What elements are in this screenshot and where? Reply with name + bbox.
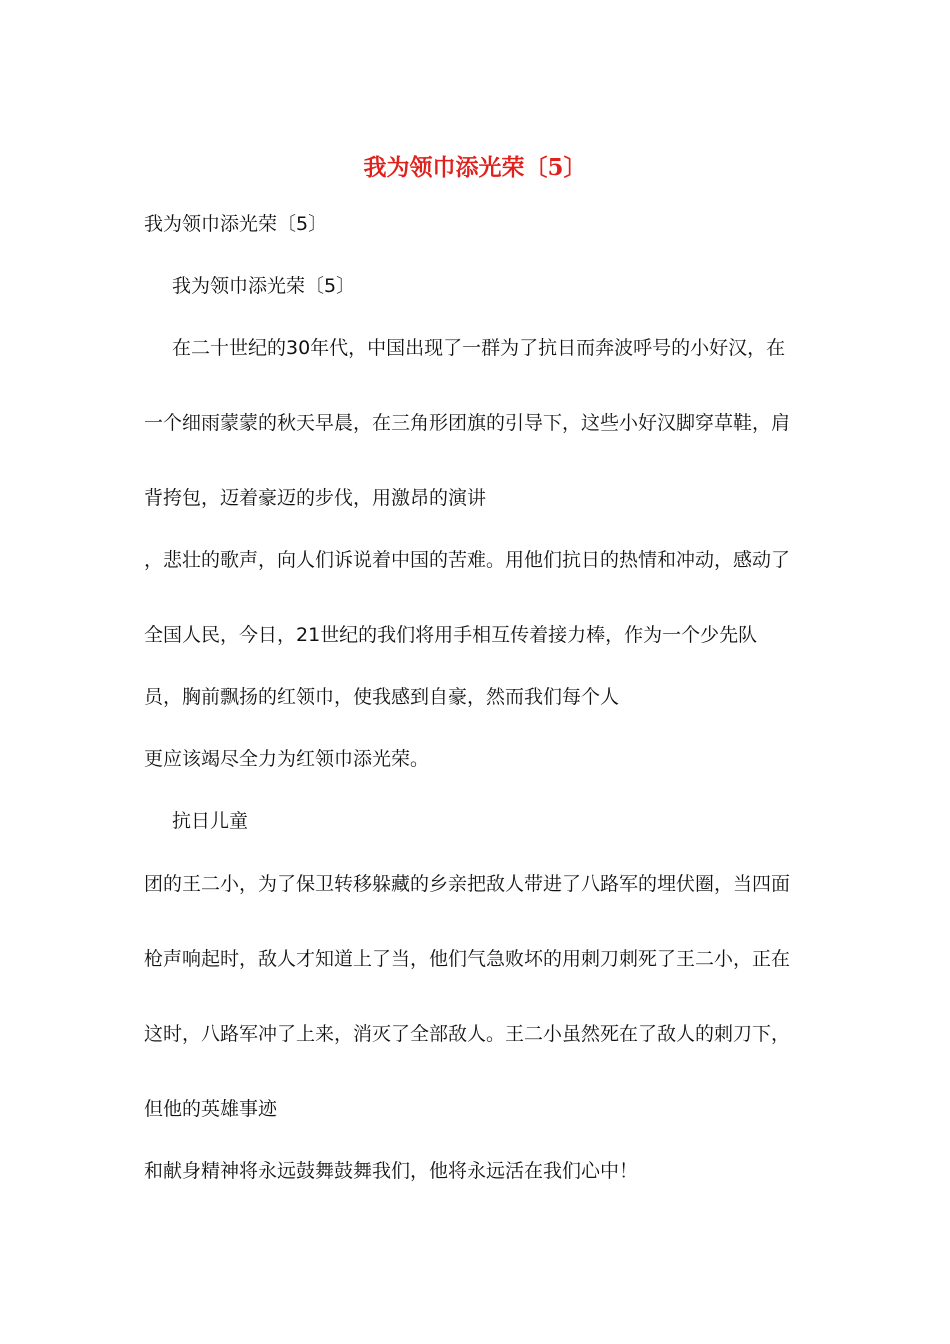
paragraph-line: 这时，八路军冲了上来，消灭了全部敌人。王二小虽然死在了敌人的刺刀下，: [144, 1023, 791, 1045]
paragraph-line: 在二十世纪的30年代，中国出现了一群为了抗日而奔波呼号的小好汉，在: [172, 337, 786, 359]
paragraph-line: 枪声响起时，敌人才知道上了当，他们气急败坏的用刺刀刺死了王二小，正在: [144, 948, 791, 970]
paragraph-line: 和献身精神将永远鼓舞鼓舞我们，他将永远活在我们心中！: [144, 1160, 639, 1182]
paragraph-line: 全国人民，今日，21世纪的我们将用手相互传着接力棒，作为一个少先队: [144, 624, 758, 646]
paragraph-line: 团的王二小，为了保卫转移躲藏的乡亲把敌人带进了八路军的埋伏圈，当四面: [144, 873, 791, 895]
paragraph-line: 抗日儿童: [172, 810, 249, 832]
paragraph-heading: 我为领巾添光荣〔5〕: [172, 275, 356, 297]
document-title: 我为领巾添光荣〔5〕: [363, 154, 587, 181]
paragraph-line: 但他的英雄事迹: [144, 1098, 278, 1120]
subtitle-line: 我为领巾添光荣〔5〕: [144, 213, 328, 235]
paragraph-line: 背挎包，迈着豪迈的步伐，用激昂的演讲: [144, 487, 487, 509]
paragraph-line: ，悲壮的歌声，向人们诉说着中国的苦难。用他们抗日的热情和冲动，感动了: [144, 549, 791, 571]
paragraph-line: 更应该竭尽全力为红领巾添光荣。: [144, 748, 430, 770]
paragraph-line: 一个细雨蒙蒙的秋天早晨，在三角形团旗的引导下，这些小好汉脚穿草鞋，肩: [144, 412, 791, 434]
paragraph-line: 员，胸前飘扬的红领巾，使我感到自豪，然而我们每个人: [144, 686, 620, 708]
